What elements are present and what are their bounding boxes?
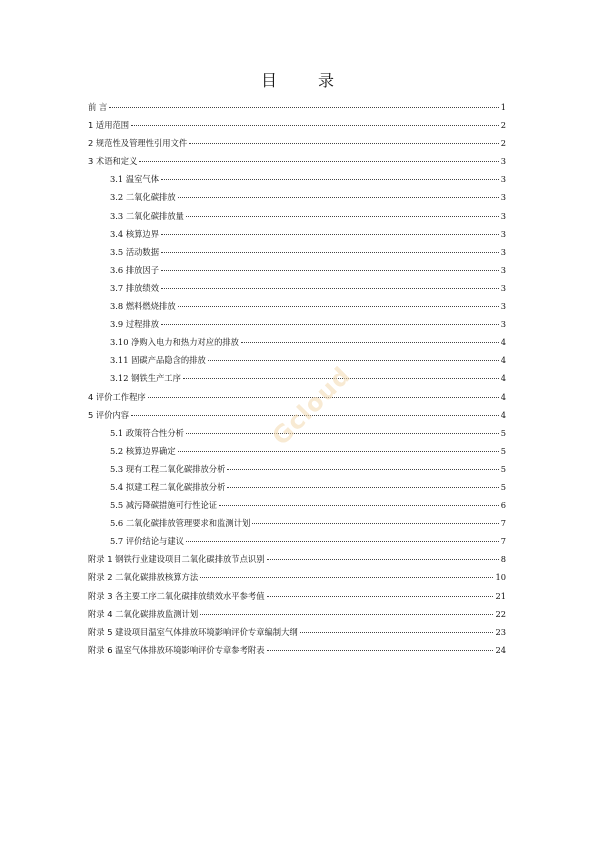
toc-entry[interactable] [88, 532, 506, 550]
toc-leader-dots [109, 107, 498, 108]
toc-entry[interactable] [88, 297, 506, 315]
toc-entry-label: 3 术语和定义 [88, 156, 138, 167]
toc-leader-dots [186, 216, 499, 217]
toc-entry[interactable] [88, 134, 506, 152]
toc-entry-page: 3 [500, 264, 506, 275]
toc-entry[interactable] [88, 623, 506, 641]
toc-entry-page: 3 [500, 210, 506, 221]
toc-entry-page: 7 [500, 518, 506, 529]
toc-entry-page: 10 [495, 572, 506, 583]
toc-entry-page: 4 [500, 355, 506, 366]
watermark-logo: Gcloud [266, 361, 357, 451]
toc-leader-dots [161, 252, 499, 253]
toc-entry-page: 4 [500, 337, 506, 348]
toc-leader-dots [189, 143, 499, 144]
toc-leader-dots [161, 234, 499, 235]
toc-entry-label: 附录 3 各主要工序二氧化碳排放绩效水平参考值 [88, 590, 265, 601]
toc-entry[interactable] [88, 550, 506, 568]
toc-leader-dots [267, 650, 494, 651]
toc-entry[interactable] [88, 116, 506, 134]
toc-entry-label: 3.7 排放绩效 [110, 282, 160, 293]
toc-entry-label: 3.8 燃料燃烧排放 [110, 301, 176, 312]
toc-entry-label: 5.4 拟建工程二氧化碳排放分析 [110, 481, 226, 492]
toc-leader-dots [161, 288, 499, 289]
toc-entry[interactable] [88, 315, 506, 333]
toc-leader-dots [200, 614, 493, 615]
toc-entry[interactable] [88, 152, 506, 170]
toc-entry[interactable] [88, 225, 506, 243]
toc-entry-label: 前 言 [88, 102, 108, 112]
toc-entry-page: 23 [495, 626, 506, 637]
toc-leader-dots [267, 559, 499, 560]
toc-entry-page: 6 [500, 500, 506, 511]
toc-entry-page: 21 [495, 590, 506, 601]
toc-entry-label: 1 适用范围 [88, 120, 130, 131]
toc-leader-dots [178, 451, 499, 452]
toc-leader-dots [208, 360, 499, 361]
toc-entry-label: 附录 1 钢铁行业建设项目二氧化碳排放节点识别 [88, 554, 265, 565]
toc-leader-dots [241, 342, 499, 343]
toc-entry-label: 5 评价内容 [88, 409, 130, 420]
toc-entry-label: 5.6 二氧化碳排放管理要求和监测计划 [110, 518, 251, 529]
toc-leader-dots [200, 577, 493, 578]
toc-entry[interactable] [88, 243, 506, 261]
toc-entry-label: 附录 4 二氧化碳排放监测计划 [88, 608, 199, 619]
toc-entry-label: 附录 6 温室气体排放环境影响评价专章参考附表 [88, 644, 265, 655]
toc-entry[interactable] [88, 496, 506, 514]
toc-entry-page: 8 [500, 554, 506, 565]
toc-entry-label: 5.3 现有工程二氧化碳排放分析 [110, 463, 226, 474]
toc-entry-page: 3 [500, 174, 506, 185]
toc-entry[interactable] [88, 98, 506, 116]
toc-entry[interactable] [88, 641, 506, 659]
toc-leader-dots [178, 197, 499, 198]
toc-entry-page: 5 [500, 445, 506, 456]
toc-entry-label: 附录 2 二氧化碳排放核算方法 [88, 572, 199, 583]
toc-leader-dots [219, 505, 499, 506]
toc-entry[interactable] [88, 188, 506, 206]
toc-leader-dots [252, 523, 498, 524]
toc-entry-page: 5 [500, 463, 506, 474]
toc-entry[interactable] [88, 478, 506, 496]
toc-entry-label: 5.7 评价结论与建议 [110, 536, 184, 547]
toc-entry[interactable] [88, 605, 506, 623]
toc-entry-label: 3.12 钢铁生产工序 [110, 373, 181, 384]
toc-entry-page: 4 [500, 391, 506, 402]
toc-entry[interactable] [88, 333, 506, 351]
toc-entry[interactable] [88, 442, 506, 460]
toc-entry-page: 3 [500, 282, 506, 293]
toc-leader-dots [267, 596, 494, 597]
toc-leader-dots [186, 433, 499, 434]
toc-entry-label: 5.5 减污降碳措施可行性论证 [110, 500, 218, 511]
toc-entry[interactable] [88, 170, 506, 188]
toc-entry[interactable] [88, 207, 506, 225]
toc-entry-page: 22 [495, 608, 506, 619]
toc-entry[interactable] [88, 514, 506, 532]
toc-entry[interactable] [88, 279, 506, 297]
toc-entry-label: 4 评价工作程序 [88, 391, 146, 402]
toc-entry-page: 3 [500, 192, 506, 203]
toc-leader-dots [227, 487, 498, 488]
toc-entry-page: 5 [500, 481, 506, 492]
toc-entry-label: 3.6 排放因子 [110, 264, 160, 275]
toc-entry[interactable] [88, 261, 506, 279]
toc-entry-page: 1 [500, 102, 506, 112]
toc-leader-dots [227, 469, 498, 470]
toc-entry-label: 2 规范性及管理性引用文件 [88, 138, 188, 149]
toc-entry-label: 3.1 温室气体 [110, 174, 160, 185]
toc-entry-page: 3 [500, 319, 506, 330]
toc-entry-label: 3.11 固碳产品隐含的排放 [110, 355, 206, 366]
toc-entry-page: 2 [500, 120, 506, 131]
toc-entry-page: 2 [500, 138, 506, 149]
toc-leader-dots [178, 306, 499, 307]
toc-entry-page: 3 [500, 246, 506, 257]
toc-entry-page: 24 [495, 644, 506, 655]
toc-entry-label: 3.4 核算边界 [110, 228, 160, 239]
toc-entry-page: 4 [500, 373, 506, 384]
toc-entry[interactable] [88, 568, 506, 586]
table-of-contents [88, 98, 506, 659]
toc-entry[interactable] [88, 369, 506, 387]
toc-entry[interactable] [88, 587, 506, 605]
toc-entry-label: 5.2 核算边界确定 [110, 445, 176, 456]
toc-leader-dots [300, 632, 494, 633]
toc-leader-dots [161, 270, 499, 271]
toc-entry[interactable] [88, 351, 506, 369]
toc-entry[interactable] [88, 460, 506, 478]
toc-entry-page: 3 [500, 228, 506, 239]
toc-entry-label: 3.5 活动数据 [110, 246, 160, 257]
toc-entry-label: 附录 5 建设项目温室气体排放环境影响评价专章编制大纲 [88, 626, 298, 637]
toc-entry-label: 3.2 二氧化碳排放 [110, 192, 176, 203]
toc-leader-dots [161, 179, 499, 180]
toc-entry-label: 3.10 净购入电力和热力对应的排放 [110, 337, 239, 348]
toc-entry-label: 3.9 过程排放 [110, 319, 160, 330]
toc-entry-page: 3 [500, 156, 506, 167]
toc-leader-dots [161, 324, 499, 325]
page-title: 目 录 [260, 71, 353, 90]
toc-entry-page: 5 [500, 427, 506, 438]
toc-entry-label: 5.1 政策符合性分析 [110, 427, 184, 438]
toc-entry-page: 4 [500, 409, 506, 420]
toc-entry-label: 3.3 二氧化碳排放量 [110, 210, 184, 221]
toc-leader-dots [131, 125, 499, 126]
toc-leader-dots [139, 161, 498, 162]
toc-entry-page: 7 [500, 536, 506, 547]
toc-leader-dots [186, 541, 499, 542]
toc-entry-page: 3 [500, 301, 506, 312]
